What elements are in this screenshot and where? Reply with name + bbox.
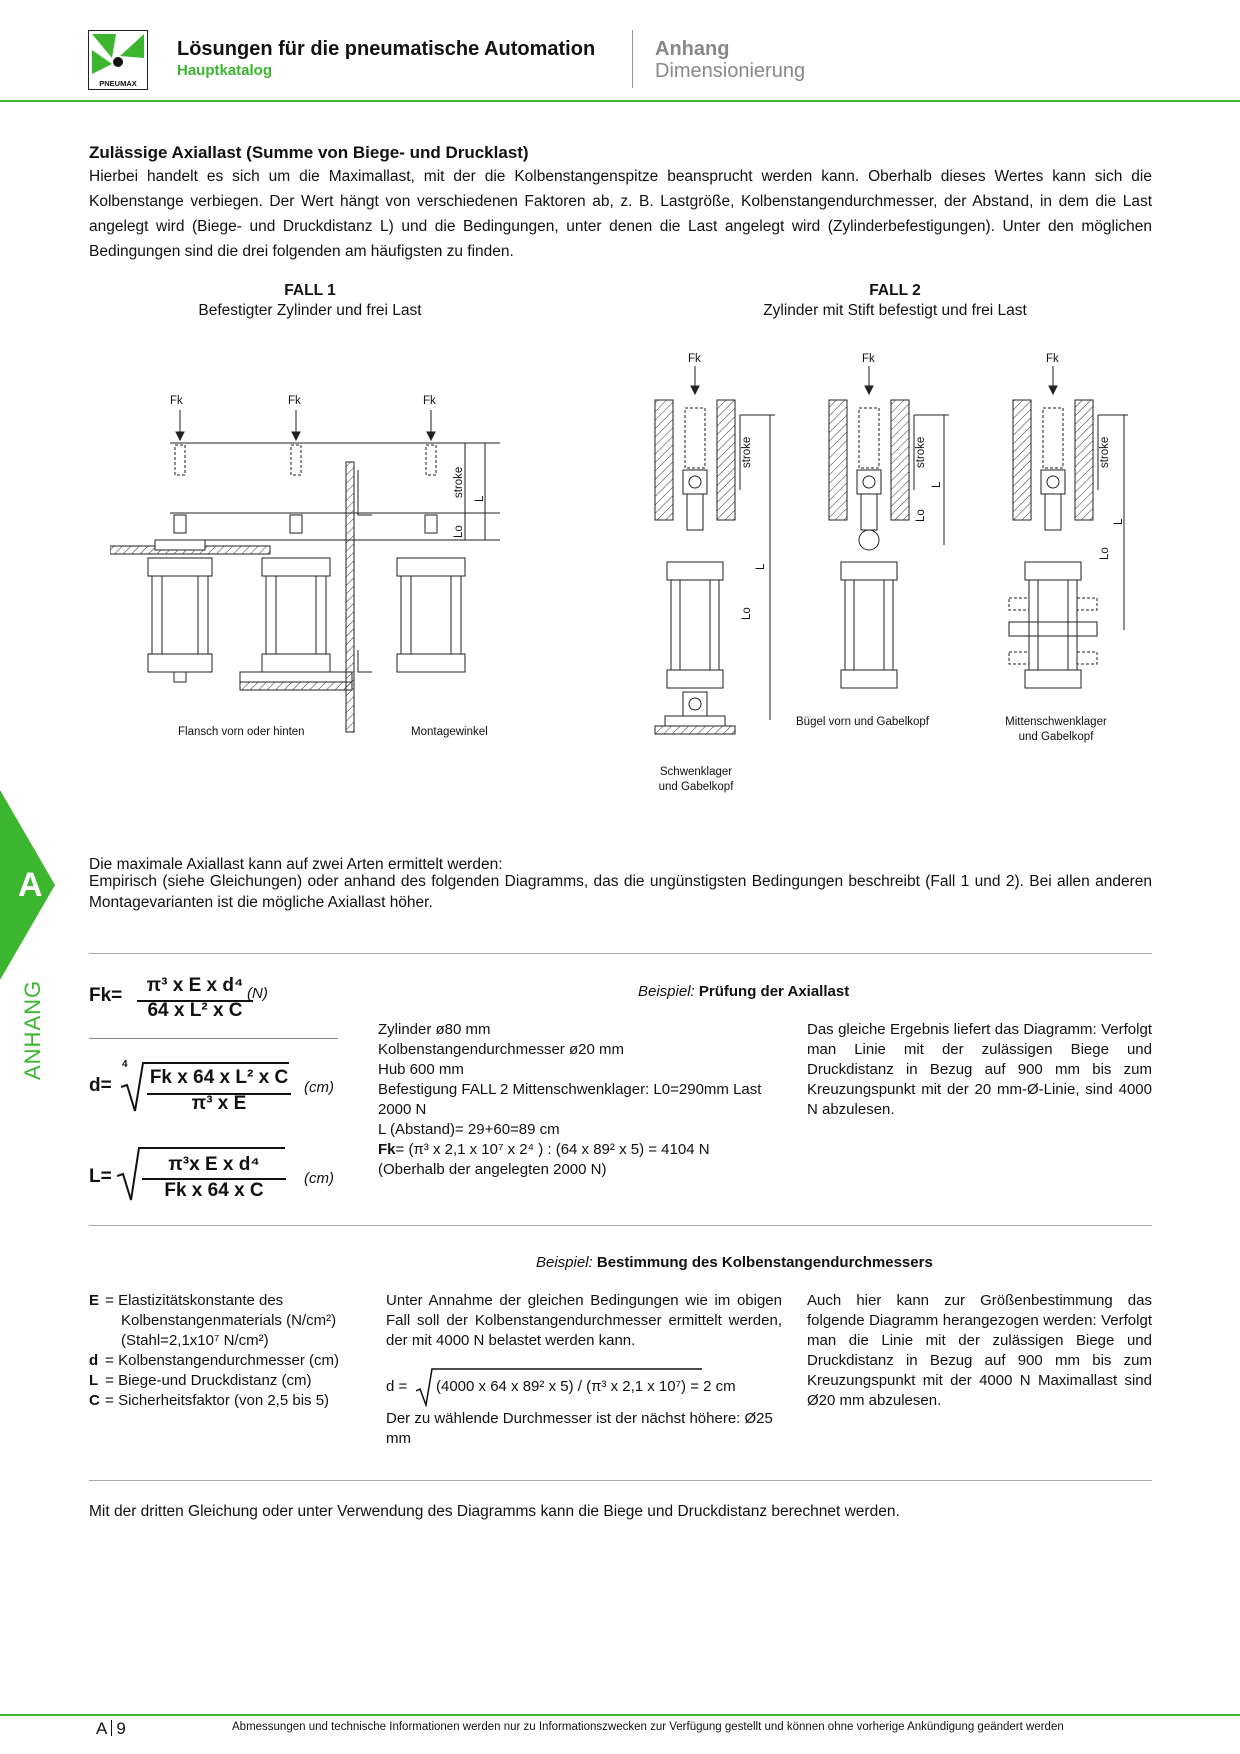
svg-text:L: L: [1113, 518, 1125, 525]
legend-item: (Stahl=2,1x10⁷ N/cm²): [121, 1332, 269, 1349]
fall1-diagram: [110, 380, 520, 750]
intro-paragraph: Hierbei handelt es sich um die Maximallast, mit der die Kolbenstangenspitze beansprucht werden kann. Oberhalb dieses Wertes kann sich die Kolbenstange verbiegen. Der Wert hängt von verschiedenen Faktoren ab, z. B. Lastgröße, Kolbenstangendurchmesser, der Abstand, in dem die Last angelegt wird (Biege- und Druckdistanz L) und die Bedingungen, unter denen die Last angelegt wird (Zylinderbefestigungen). Unter den möglichen Bedingungen sind die drei folgenden am häufigsten zu finden.: [89, 168, 1152, 260]
svg-text:Fk: Fk: [862, 353, 875, 365]
header-section-sub: Dimensionierung: [655, 60, 806, 82]
svg-text:L: L: [931, 481, 943, 488]
svg-text:Fk: Fk: [688, 353, 701, 365]
section-heading: Zulässige Axiallast (Summe von Biege- und Drucklast): [89, 143, 529, 162]
example2-heading: Beispiel: Bestimmung des Kolbenstangendurchmessers: [536, 1254, 933, 1271]
example2-mid2: Der zu wählende Durchmesser ist der nächst höhere: Ø25 mm: [386, 1410, 773, 1447]
svg-text:Lo: Lo: [741, 607, 753, 620]
fall2-caption-a1: Schwenklager: [659, 766, 733, 778]
legend-item: L = Biege-und Druckdistanz (cm): [89, 1372, 312, 1389]
pneumax-logo: [88, 30, 148, 90]
svg-text:Fk: Fk: [288, 395, 301, 407]
svg-text:Fk: Fk: [423, 395, 436, 407]
fall1-subtitle: Befestigter Zylinder und frei Last: [198, 302, 422, 319]
svg-text:L: L: [474, 495, 486, 502]
svg-text:Fk: Fk: [170, 395, 183, 407]
fall2-caption-a2: und Gabelkopf: [658, 781, 734, 793]
formula-l: L= π³x E x d⁴ Fk x 64 x C (cm): [89, 1140, 349, 1210]
footer-disclaimer: Abmessungen und technische Informationen werden nur zu Informationszwecken zur Verfügung gestellt und können ohne vorherige Ankündigung geändert werden: [232, 1721, 1064, 1733]
divider-1: [89, 953, 1152, 954]
formula-rule: [89, 1038, 338, 1039]
footer-rule: [0, 1714, 1240, 1716]
example1-line: Hub 600 mm: [378, 1061, 464, 1078]
example2-legend: [89, 1291, 379, 1411]
header-section: Anhang: [655, 38, 730, 60]
example1-body: [378, 1020, 792, 1180]
divider-3: [89, 1480, 1152, 1481]
header-rule: [0, 100, 1240, 102]
example1-fk-line: Fk= (π³ x 2,1 x 10⁷ x 2⁴ ) : (64 x 89² x 5) = 4104 N: [378, 1141, 710, 1158]
fall2-caption-c1: Mittenschwenklager: [1005, 716, 1107, 728]
example2-mid: Unter Annahme der gleichen Bedingungen wie im obigen Fall soll der Kolbenstangendurchmesser ermittelt werden, der mit 4000 N belastet werden kann.: [386, 1292, 782, 1349]
legend-item: C = Sicherheitsfaktor (von 2,5 bis 5): [89, 1392, 330, 1409]
header-divider: [632, 30, 633, 88]
formula-fk: Fk= π³ x E x d⁴ 64 x L² x C (N): [89, 975, 268, 1021]
svg-text:Lo: Lo: [1099, 547, 1111, 560]
fall2-caption-c2: und Gabelkopf: [1018, 731, 1094, 743]
example1-line: Kolbenstangendurchmesser ø20 mm: [378, 1041, 624, 1058]
example1-line: L (Abstand)= 29+60=89 cm: [378, 1121, 560, 1138]
example2-right: Auch hier kann zur Größenbestimmung das folgende Diagramm herangezogen werden: Verfolgt man die Linie mit der zulässigen Biege und Druckdistanz in Bezug auf 900 mm bis zum Kreuzungspunkt mit der 4000 N Maximallast sind Ø20 mm abzulesen.: [807, 1292, 1152, 1409]
svg-text:Lo: Lo: [915, 509, 927, 522]
svg-text:Lo: Lo: [453, 525, 465, 538]
svg-text:stroke: stroke: [453, 466, 465, 498]
example1-line: Befestigung FALL 2 Mittenschwenklager: L0=290mm Last 2000 N: [378, 1081, 762, 1118]
fall2-diagram: [650, 340, 1130, 770]
svg-text:Fk: Fk: [1046, 353, 1059, 365]
method-line2: Empirisch (siehe Gleichungen) oder anhand des folgenden Diagramms, das die ungünstigsten Bedingungen beschreibt (Fall 1 und 2). Bei allen anderen Montagevarianten ist die mögliche Axiallast höher.: [89, 873, 1152, 911]
svg-text:stroke: stroke: [1099, 436, 1111, 468]
example1-heading: Beispiel: Prüfung der Axiallast: [638, 983, 850, 1000]
closing-text: Mit der dritten Gleichung oder unter Verwendung des Diagramms kann die Biege und Druckdistanz berechnet werden.: [89, 1503, 900, 1520]
example1-line: Zylinder ø80 mm: [378, 1021, 491, 1038]
fall2-title: FALL 2: [869, 282, 921, 299]
svg-text:PNEUMAX: PNEUMAX: [99, 79, 137, 88]
side-tab-word: ANHANG: [20, 979, 45, 1080]
fall2-caption-b: Bügel vorn und Gabelkopf: [796, 716, 929, 728]
formula-d: d= 4 Fk x 64 x L² x C π³ x E (cm): [89, 1059, 334, 1114]
svg-text:L: L: [755, 563, 767, 570]
example1-note: (Oberhalb der angelegten 2000 N): [378, 1161, 607, 1178]
fall1-caption-bracket: Montagewinkel: [411, 726, 488, 738]
fall1-title: FALL 1: [284, 282, 336, 299]
header-subtitle: Hauptkatalog: [177, 62, 273, 79]
svg-text:stroke: stroke: [915, 436, 927, 468]
method-line1: Die maximale Axiallast kann auf zwei Arten ermittelt werden:: [89, 856, 503, 873]
footer-page: A 9: [96, 1719, 126, 1738]
legend-item: E = Elastizitätskonstante des: [89, 1292, 284, 1309]
fall1-caption-flange: Flansch vorn oder hinten: [178, 726, 305, 738]
side-tab-letter: A: [18, 866, 43, 904]
example2-equation: d = (4000 x 64 x 89² x 5) / (π³ x 2,1 x 10⁷) = 2 cm: [386, 1367, 786, 1407]
legend-item: Kolbenstangenmaterials (N/cm²): [121, 1312, 337, 1329]
svg-text:stroke: stroke: [741, 436, 753, 468]
divider-2: [89, 1225, 1152, 1226]
header-title: Lösungen für die pneumatische Automation: [177, 38, 596, 60]
legend-item: d = Kolbenstangendurchmesser (cm): [89, 1352, 340, 1369]
fall2-subtitle: Zylinder mit Stift befestigt und frei Last: [763, 302, 1027, 319]
example1-right: Das gleiche Ergebnis liefert das Diagramm: Verfolgt man Linie mit der zulässigen Biege und Druckdistanz in Bezug auf 900 mm bis zum Kreuzungspunkt mit der 20 mm-Ø-Linie, sind 4000 N abzulesen.: [807, 1021, 1152, 1118]
